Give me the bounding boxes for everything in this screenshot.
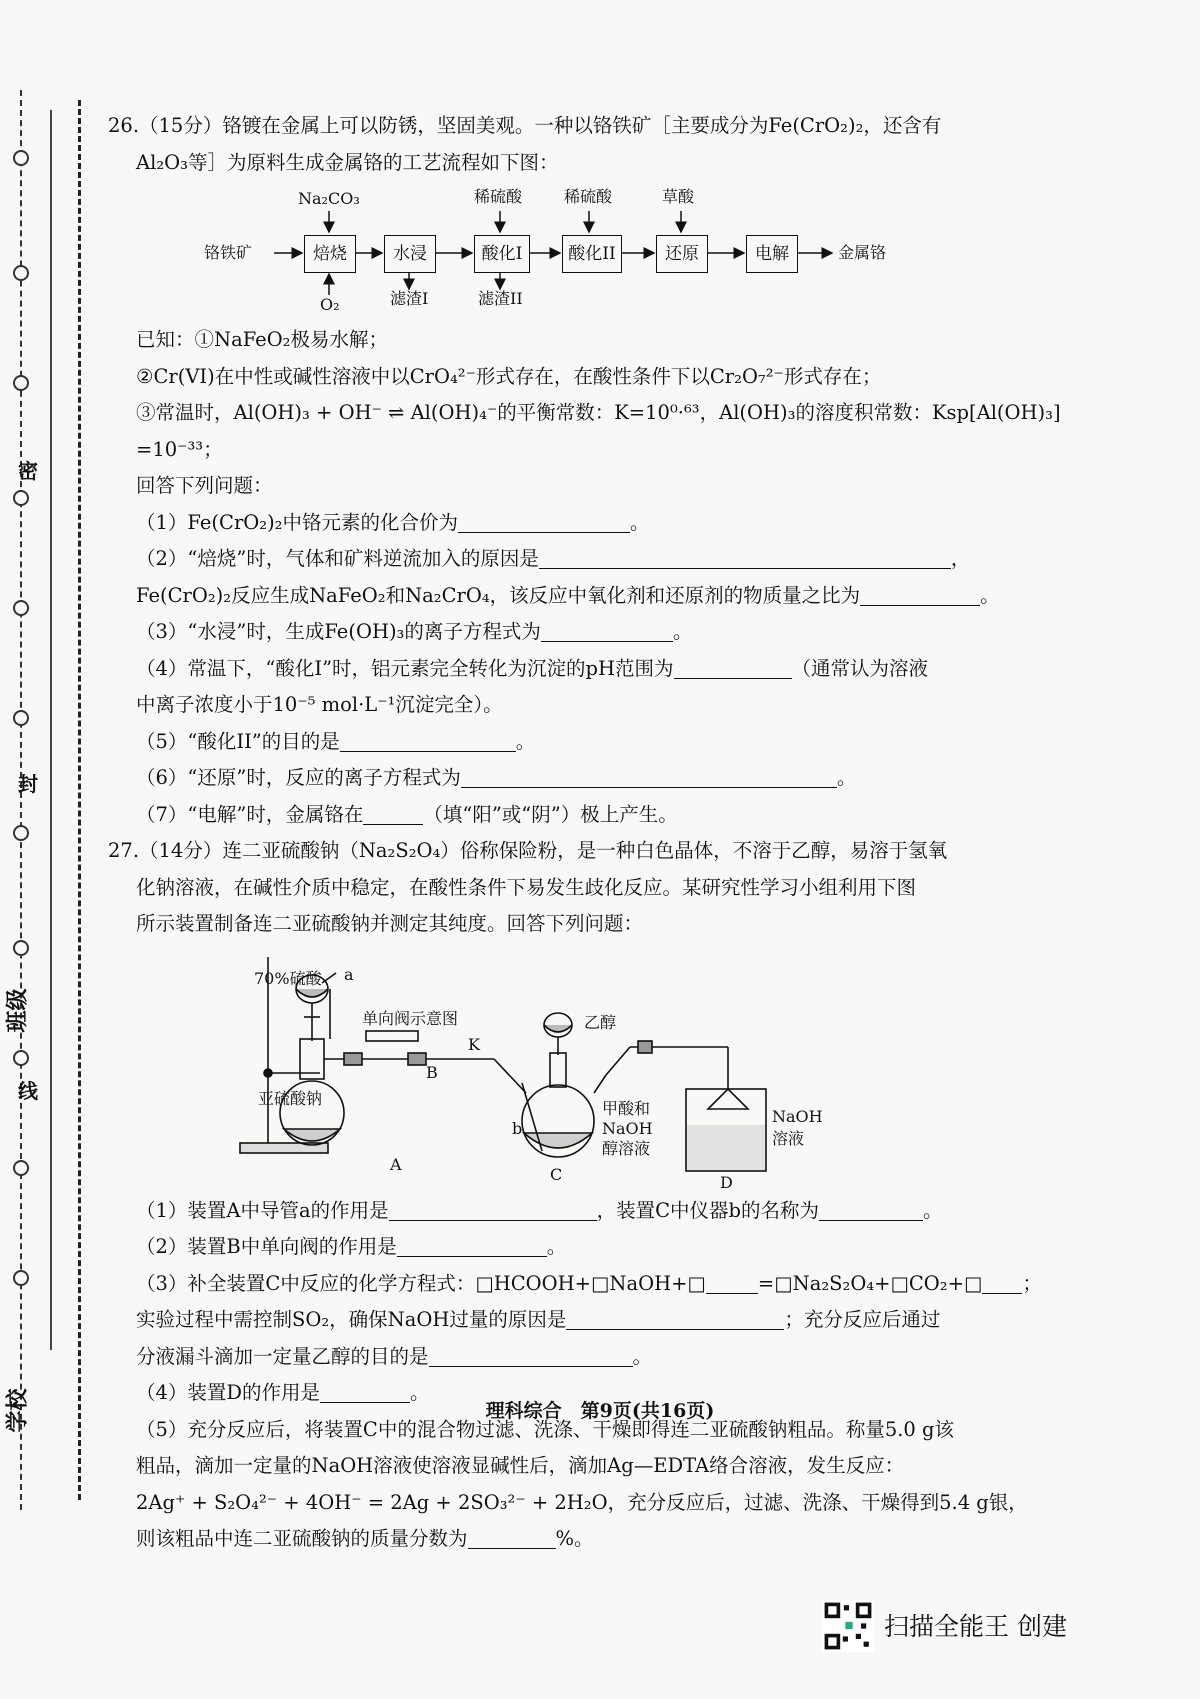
binding-solid-line [50,110,52,1350]
q26-part-2b: Fe(CrO₂)₂反应生成NaFeO₂和Na₂CrO₄，该反应中氧化剂和还原剂的物质量之比为 。 [136,583,1000,607]
label-naoh-1: NaOH [772,1106,823,1126]
answer-blank[interactable] [458,512,630,533]
label-mix-3: 醇溶液 [602,1138,651,1158]
answer-blank[interactable] [860,585,980,606]
answer-blank[interactable] [340,731,516,752]
q27-stem-line1: 27.（14分）连二亚硫酸钠（Na₂S₂O₄）俗称保险粉，是一种白色晶体，不溶于乙醇，易溶于氢氧 [108,839,948,862]
field-school-label: 学校 [4,1388,31,1433]
binding-hole [13,1050,29,1066]
answer-blank[interactable] [541,621,673,642]
q27-part-4: （4）装置D的作用是 。 [136,1381,430,1404]
q26-part-4b: 中离子浓度小于10⁻⁵ mol·L⁻¹沉淀完全）。 [136,693,503,716]
flow-residue-2: 滤渣II [478,289,523,308]
flow-input-acid-1: 稀硫酸 [474,187,523,206]
answer-blank[interactable] [566,1309,784,1330]
binding-hole [13,375,29,391]
flow-step-reduce: 还原 [656,235,708,273]
question-content [108,108,1098,1558]
binding-char-mi: 密 [18,459,38,483]
flow-input-acid-2: 稀硫酸 [564,187,613,206]
label-A: A [390,1154,402,1174]
binding-char-xian: 线 [18,1079,38,1103]
label-a: a [344,964,354,984]
q26-known-1: 已知：①NaFeO₂极易水解； [136,328,388,351]
q27-part-5b: 粗品，滴加一定量的NaOH溶液使溶液显碱性后，滴加Ag—EDTA络合溶液，发生反应： [136,1454,905,1477]
label-valve: 单向阀示意图 [362,1008,459,1028]
q27-part-5c: 2Ag⁺ + S₂O₄²⁻ + 4OH⁻ = 2Ag + 2SO₃²⁻ + 2H₂O，充分反应后，过滤、洗涤、干燥得到5.4 g银， [136,1490,1028,1514]
q26-part-4a: （4）常温下，“酸化I”时，铝元素完全转化为沉淀的pH范围为 （通常认为溶液 [136,656,929,680]
answer-blank[interactable] [706,1273,758,1294]
label-70-acid: 70%硫酸 [254,968,322,988]
binding-dash-line-inner [78,100,81,1500]
binding-char-feng: 封 [18,772,38,796]
binding-hole [13,940,29,956]
flow-step-acidify-2: 酸化II [562,235,622,273]
field-class-label: 班级 [4,988,31,1033]
q27-apparatus-diagram [108,943,1098,1193]
flow-step-acidify-1: 酸化I [474,235,530,273]
answer-blank[interactable] [429,1346,633,1367]
q27-part-2: （2）装置B中单向阀的作用是 。 [136,1235,567,1258]
flow-input-o2: O₂ [320,295,340,314]
answer-blank[interactable] [982,1273,1022,1294]
answer-blank[interactable] [674,658,792,679]
label-naoh-2: 溶液 [772,1128,805,1148]
answer-blank[interactable] [363,804,423,825]
q26-part-5: （5）“酸化II”的目的是 。 [136,729,536,753]
binding-hole [13,150,29,166]
flow-step-roast: 焙烧 [304,235,356,273]
q26-part-3: （3）“水浸”时，生成Fe(OH)₃的离子方程式为 。 [136,620,693,643]
q27-part-3b: 实验过程中需控制SO₂，确保NaOH过量的原因是 ；充分反应后通过 [136,1308,941,1331]
binding-hole [13,825,29,841]
label-B: B [426,1062,438,1082]
qr-code-icon [822,1600,874,1652]
q26-prompt: 回答下列问题： [136,474,273,497]
page-footer: 理科综合 第9页(共16页) [485,1400,715,1422]
q26-flow-diagram [108,183,1098,318]
q27-stem-line2: 化钠溶液，在碱性介质中稳定，在酸性条件下易发生歧化反应。某研究性学习小组利用下图 [136,875,917,899]
q26-part-7: （7）“电解”时，金属铬在 （填“阳”或“阴”）极上产生。 [136,802,678,826]
flow-residue-1: 滤渣I [390,289,429,308]
apparatus-drawing [108,943,1008,1193]
binding-dash-line [20,90,22,1510]
label-sulfite: 亚硫酸钠 [258,1088,323,1108]
binding-hole [13,265,29,281]
q27-part-5d: 则该粗品中连二亚硫酸钠的质量分数为 %。 [136,1527,594,1550]
q26-part-6: （6）“还原”时，反应的离子方程式为 。 [136,766,857,789]
label-ethanol: 乙醇 [584,1012,617,1032]
binding-hole [13,1160,29,1176]
label-b: b [512,1118,523,1138]
binding-margin [0,90,100,1510]
label-mix-2: NaOH [602,1118,653,1138]
label-mix-1: 甲酸和 [602,1098,651,1118]
label-K: K [468,1034,480,1054]
q27-part-3a: （3）补全装置C中反应的化学方程式：□HCOOH+□NaOH+□ =□Na₂S₂O₄+□CO₂+□ ； [136,1271,1042,1295]
answer-blank[interactable] [468,1528,556,1549]
binding-hole [13,490,29,506]
q27-part-5a: （5）充分反应后，将装置C中的混合物过滤、洗涤、干燥即得连二亚硫酸钠粗品。称量5.0 g该 [136,1417,955,1441]
flow-step-electrolysis: 电解 [746,235,798,273]
binding-hole [13,710,29,726]
flow-start-label: 铬铁矿 [204,243,253,262]
binding-hole [13,1270,29,1286]
q26-stem-line2: Al₂O₃等］为原料生成金属铬的工艺流程如下图： [136,150,559,174]
scanner-watermark: 扫描全能王 创建 [884,1612,1067,1641]
q27-stem-line3: 所示装置制备连二亚硫酸钠并测定其纯度。回答下列问题： [136,912,644,935]
binding-hole [13,600,29,616]
answer-blank[interactable] [389,1200,597,1221]
q26-known-4: =10⁻³³； [136,437,223,461]
flow-end-label: 金属铬 [838,243,887,262]
answer-blank[interactable] [539,548,951,569]
q26-part-1: （1）Fe(CrO₂)₂中铬元素的化合价为 。 [136,510,650,534]
label-D: D [720,1172,733,1192]
flow-input-oxalic: 草酸 [662,187,695,206]
answer-blank[interactable] [461,767,837,788]
q26-stem-line1: 26.（15分）铬镀在金属上可以防锈，坚固美观。一种以铬铁矿［主要成分为Fe(CrO₂)₂，还含有 [108,114,942,137]
q27-part-1: （1）装置A中导管a的作用是 ，装置C中仪器b的名称为 。 [136,1198,943,1222]
answer-blank[interactable] [397,1236,547,1257]
q26-part-2a: （2）“焙烧”时，气体和矿料逆流加入的原因是 ， [136,547,971,570]
q26-known-3: ③常温时，Al(OH)₃ + OH⁻ ⇌ Al(OH)₄⁻的平衡常数：K=10⁰·⁶³，Al(OH)₃的溶度积常数：Ksp[Al(OH)₃] [136,401,1061,424]
q26-known-2: ②Cr(VI)在中性或碱性溶液中以CrO₄²⁻形式存在，在酸性条件下以Cr₂O₇²⁻形式存在； [136,364,882,388]
answer-blank[interactable] [819,1200,923,1221]
q27-part-3c: 分液漏斗滴加一定量乙醇的目的是 。 [136,1344,653,1368]
label-C: C [550,1164,563,1184]
flow-input-na2co3: Na₂CO₃ [298,189,360,208]
flow-step-water-leach: 水浸 [384,235,436,273]
